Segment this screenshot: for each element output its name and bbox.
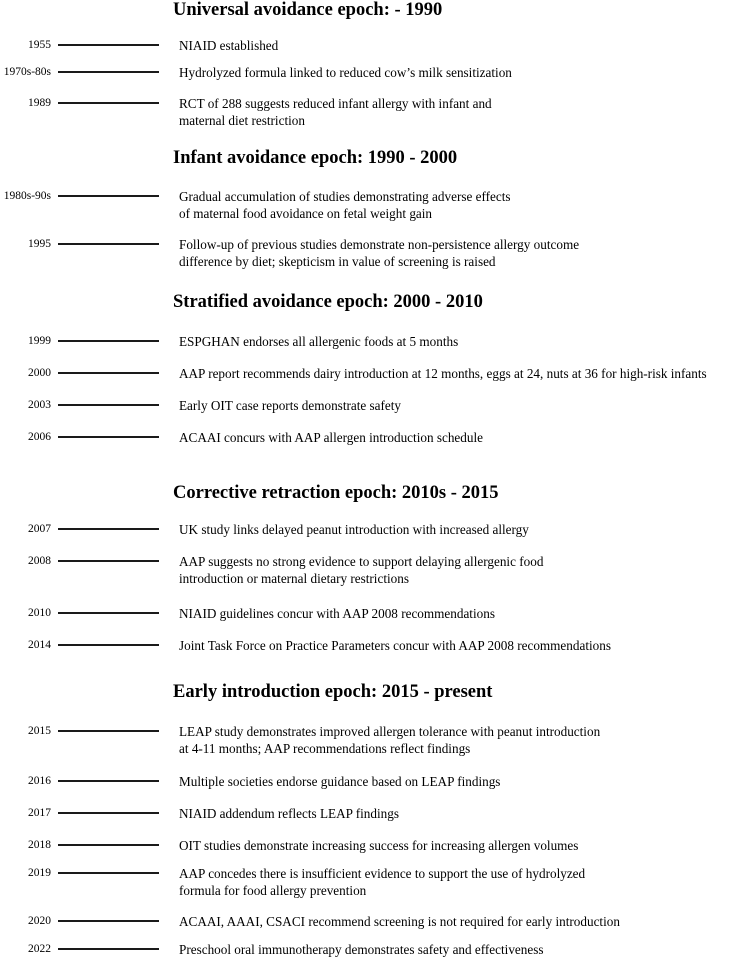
event-description-line: LEAP study demonstrates improved allergen tolerance with peanut introduction — [179, 724, 601, 739]
event-description — [179, 95, 492, 129]
event-description — [179, 865, 585, 899]
event-description-line: Follow-up of previous studies demonstrate non-persistence allergy outcome — [179, 237, 580, 252]
event-year: 2017 — [28, 807, 51, 819]
timeline-connector-line — [58, 948, 159, 950]
event-year: 2019 — [28, 867, 51, 879]
event-description — [179, 637, 611, 654]
event-description-line: at 4-11 months; AAP recommendations reflect findings — [179, 741, 471, 756]
event-description — [179, 236, 579, 270]
event-description-line: Early OIT case reports demonstrate safety — [179, 398, 402, 413]
event-year: 2008 — [28, 555, 51, 567]
event-description — [179, 553, 543, 587]
event-description — [179, 64, 512, 81]
event-year: 2014 — [28, 639, 51, 651]
event-description — [179, 805, 399, 822]
event-description-line: Multiple societies endorse guidance based on LEAP findings — [179, 774, 501, 789]
event-year: 2022 — [28, 943, 51, 955]
event-description — [179, 605, 495, 622]
event-description — [179, 837, 578, 854]
event-description-line: AAP concedes there is insufficient evidence to support the use of hydrolyzed — [179, 866, 586, 881]
event-year: 2000 — [28, 367, 51, 379]
event-description-line: AAP suggests no strong evidence to support delaying allergenic food — [179, 554, 544, 569]
timeline-connector-line — [58, 644, 159, 646]
event-description — [179, 365, 707, 382]
event-year: 1980s-90s — [3, 190, 51, 202]
event-description-line: Preschool oral immunotherapy demonstrates safety and effectiveness — [179, 942, 544, 957]
event-description-line: of maternal food avoidance on fetal weight gain — [179, 206, 433, 221]
event-description-line: Gradual accumulation of studies demonstrating adverse effects — [179, 189, 511, 204]
event-year: 1955 — [28, 39, 51, 51]
event-description-line: AAP report recommends dairy introduction at 12 months, eggs at 24, nuts at 36 for high-risk infants — [179, 366, 707, 381]
event-description-line: NIAID addendum reflects LEAP findings — [179, 806, 399, 821]
timeline-connector-line — [58, 404, 159, 406]
epoch-heading: Universal avoidance epoch: - 1990 — [173, 0, 443, 20]
event-description-line: Hydrolyzed formula linked to reduced cow’s milk sensitization — [179, 65, 512, 80]
timeline-connector-line — [58, 436, 159, 438]
event-description-line: introduction or maternal dietary restrictions — [179, 571, 409, 586]
event-description — [179, 429, 483, 446]
event-description-line: ACAAI concurs with AAP allergen introduction schedule — [179, 430, 483, 445]
event-year: 2015 — [28, 725, 51, 737]
event-year: 2018 — [28, 839, 51, 851]
event-description-line: OIT studies demonstrate increasing success for increasing allergen volumes — [179, 838, 579, 853]
event-year: 1989 — [28, 97, 51, 109]
timeline-connector-line — [58, 920, 159, 922]
event-year: 2016 — [28, 775, 51, 787]
event-description-line: NIAID established — [179, 38, 279, 53]
timeline-connector-line — [58, 780, 159, 782]
event-year: 2010 — [28, 607, 51, 619]
event-description-line: RCT of 288 suggests reduced infant allergy with infant and — [179, 96, 492, 111]
event-description — [179, 913, 620, 930]
event-description-line: formula for food allergy prevention — [179, 883, 367, 898]
epoch-heading: Early introduction epoch: 2015 - present — [173, 682, 493, 702]
epoch-heading: Infant avoidance epoch: 1990 - 2000 — [173, 148, 458, 168]
timeline-connector-line — [58, 730, 159, 732]
event-year: 2020 — [28, 915, 51, 927]
event-description — [179, 188, 511, 222]
timeline-connector-line — [58, 195, 159, 197]
event-description — [179, 723, 600, 757]
timeline-connector-line — [58, 872, 159, 874]
timeline-connector-line — [58, 560, 159, 562]
event-description-line: difference by diet; skepticism in value of screening is raised — [179, 254, 496, 269]
timeline-connector-line — [58, 340, 159, 342]
event-description-line: NIAID guidelines concur with AAP 2008 recommendations — [179, 606, 495, 621]
event-description-line: UK study links delayed peanut introduction with increased allergy — [179, 522, 529, 537]
event-description — [179, 941, 544, 958]
event-description-line: Joint Task Force on Practice Parameters concur with AAP 2008 recommendations — [179, 638, 611, 653]
timeline-connector-line — [58, 243, 159, 245]
event-description-line: maternal diet restriction — [179, 113, 305, 128]
timeline-connector-line — [58, 71, 159, 73]
event-description — [179, 521, 529, 538]
epoch-heading: Corrective retraction epoch: 2010s - 2015 — [173, 483, 499, 503]
timeline-connector-line — [58, 612, 159, 614]
event-year: 1999 — [28, 335, 51, 347]
event-description — [179, 773, 500, 790]
timeline-connector-line — [58, 102, 159, 104]
event-year: 2003 — [28, 399, 51, 411]
event-year: 2006 — [28, 431, 51, 443]
timeline-connector-line — [58, 812, 159, 814]
event-year: 1970s-80s — [3, 66, 51, 78]
event-description-line: ESPGHAN endorses all allergenic foods at 5 months — [179, 334, 459, 349]
timeline-connector-line — [58, 372, 159, 374]
event-description — [179, 333, 458, 350]
event-description — [179, 397, 401, 414]
timeline-connector-line — [58, 844, 159, 846]
event-year: 2007 — [28, 523, 51, 535]
epoch-heading: Stratified avoidance epoch: 2000 - 2010 — [173, 292, 483, 312]
event-year: 1995 — [28, 238, 51, 250]
timeline-connector-line — [58, 528, 159, 530]
event-description-line: ACAAI, AAAI, CSACI recommend screening is not required for early introduction — [179, 914, 620, 929]
timeline-connector-line — [58, 44, 159, 46]
event-description — [179, 37, 278, 54]
